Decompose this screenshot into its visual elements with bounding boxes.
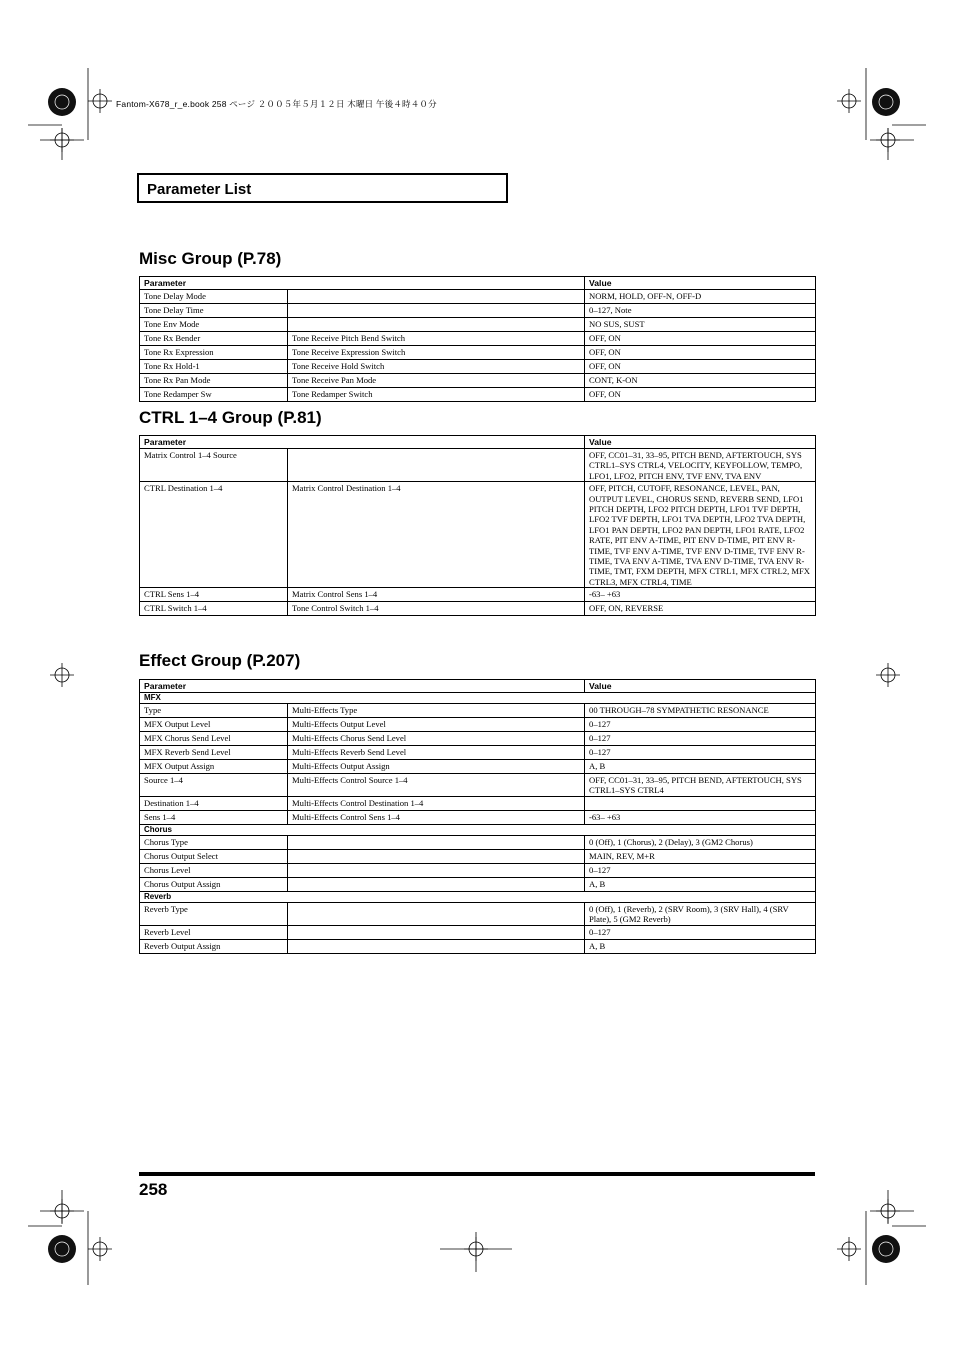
value-cell: OFF, ON, REVERSE [585,602,816,616]
description-cell: Tone Receive Pan Mode [288,374,585,388]
param-cell: Tone Env Mode [140,318,288,332]
value-cell: NO SUS, SUST [585,318,816,332]
param-cell: Chorus Output Assign [140,877,288,891]
description-cell: Multi-Effects Chorus Send Level [288,732,585,746]
param-cell: Matrix Control 1–4 Source [140,449,288,482]
table-row [140,704,816,718]
value-cell: -63– +63 [585,588,816,602]
table-row [140,746,816,760]
misc-group-heading: Misc Group (P.78) [139,249,282,268]
value-cell: NORM, HOLD, OFF-N, OFF-D [585,290,816,304]
param-cell: Reverb Type [140,902,288,925]
value-cell: A, B [585,760,816,774]
table-row [140,810,816,824]
table-row [140,360,816,374]
value-cell: OFF, ON [585,360,816,374]
table-row [140,588,816,602]
description-cell [288,863,585,877]
value-cell: OFF, CC01–31, 33–95, PITCH BEND, AFTERTOUCH, SYS CTRL1–SYS CTRL4 [585,774,816,797]
param-cell: Chorus Output Select [140,849,288,863]
table-row [140,925,816,939]
value-cell: OFF, CC01–31, 33–95, PITCH BEND, AFTERTOUCH, SYS CTRL1–SYS CTRL4, VELOCITY, KEYFOLLOW, TEMPO, LFO1, LFO2, PITCH ENV, TVF ENV, TVA ENV [585,449,816,482]
description-cell: Matrix Control Destination 1–4 [288,482,585,588]
table-row [140,374,816,388]
table-row [140,718,816,732]
description-cell: Tone Receive Expression Switch [288,346,585,360]
param-cell: Tone Delay Time [140,304,288,318]
description-cell [288,304,585,318]
table-row [140,602,816,616]
value-cell: 0–127 [585,718,816,732]
col-header-parameter: Parameter [140,436,585,449]
col-header-value: Value [585,680,816,693]
description-cell [288,849,585,863]
table-row [140,902,816,925]
table-row [140,388,816,402]
table-row [140,939,816,953]
table-row [140,877,816,891]
param-cell: Tone Rx Pan Mode [140,374,288,388]
table-row [140,863,816,877]
param-cell: Tone Redamper Sw [140,388,288,402]
description-cell: Tone Control Switch 1–4 [288,602,585,616]
effect-group-table [139,679,816,954]
description-cell: Multi-Effects Reverb Send Level [288,746,585,760]
param-cell: Tone Rx Hold-1 [140,360,288,374]
param-cell: Tone Rx Bender [140,332,288,346]
param-cell: CTRL Sens 1–4 [140,588,288,602]
description-cell: Multi-Effects Control Source 1–4 [288,774,585,797]
description-cell: Multi-Effects Output Assign [288,760,585,774]
misc-group-table [139,276,816,402]
description-cell: Matrix Control Sens 1–4 [288,588,585,602]
table-row [140,774,816,797]
table-row [140,849,816,863]
param-cell: Tone Delay Mode [140,290,288,304]
description-cell: Multi-Effects Control Sens 1–4 [288,810,585,824]
table-row [140,835,816,849]
value-cell: OFF, ON [585,332,816,346]
value-cell: -63– +63 [585,810,816,824]
description-cell [288,902,585,925]
param-cell: Chorus Type [140,835,288,849]
group-row [140,693,816,704]
value-cell: CONT, K-ON [585,374,816,388]
section-title-box [137,173,508,203]
description-cell [288,449,585,482]
effect-group-heading: Effect Group (P.207) [139,651,301,670]
param-cell: Source 1–4 [140,774,288,797]
value-cell: A, B [585,877,816,891]
ctrl-group-heading: CTRL 1–4 Group (P.81) [139,408,322,427]
table-row [140,346,816,360]
param-cell: Type [140,704,288,718]
value-cell: 0–127 [585,863,816,877]
group-label: Reverb [140,891,816,902]
description-cell [288,939,585,953]
param-cell: MFX Output Assign [140,760,288,774]
description-cell [288,925,585,939]
param-cell: MFX Output Level [140,718,288,732]
value-cell: OFF, ON [585,346,816,360]
description-cell: Tone Receive Hold Switch [288,360,585,374]
value-cell: 0 (Off), 1 (Chorus), 2 (Delay), 3 (GM2 Chorus) [585,835,816,849]
description-cell: Tone Receive Pitch Bend Switch [288,332,585,346]
description-cell: Tone Redamper Switch [288,388,585,402]
table-row [140,449,816,482]
description-cell: Multi-Effects Output Level [288,718,585,732]
value-cell: 0–127 [585,732,816,746]
description-cell [288,877,585,891]
param-cell: Chorus Level [140,863,288,877]
group-row [140,891,816,902]
group-row [140,824,816,835]
table-row [140,760,816,774]
value-cell: 00 THROUGH–78 SYMPATHETIC RESONANCE [585,704,816,718]
param-cell: Tone Rx Expression [140,346,288,360]
table-row [140,482,816,588]
param-cell: Sens 1–4 [140,810,288,824]
col-header-parameter: Parameter [140,680,585,693]
table-row [140,304,816,318]
param-cell: MFX Reverb Send Level [140,746,288,760]
page-number: 258 [139,1180,168,1199]
ctrl-group-table [139,435,816,616]
param-cell: Reverb Output Assign [140,939,288,953]
footer-rule [139,1172,815,1176]
description-cell: Multi-Effects Type [288,704,585,718]
value-cell: 0–127 [585,925,816,939]
value-cell: OFF, ON [585,388,816,402]
col-header-value: Value [585,436,816,449]
table-row [140,318,816,332]
value-cell: OFF, PITCH, CUTOFF, RESONANCE, LEVEL, PAN, OUTPUT LEVEL, CHORUS SEND, REVERB SEND, LFO1 PITCH DEPTH, LFO2 PITCH DEPTH, LFO1 TVF DEPTH, LFO2 TVF DEPTH, LFO1 TVA DEPTH, LFO2 TVA DEPTH, LFO1 PAN DEPTH, LFO2 PAN DEPTH, LFO1 RATE, LFO2 RATE, PIT ENV A-TIME, PIT ENV D-TIME, PIT ENV R-TIME, TVF ENV A-TIME, TVF ENV D-TIME, TVF ENV R-TIME, TVA ENV A-TIME, TVA ENV D-TIME, TVA ENV R-TIME, TMT, FXM DEPTH, MFX CTRL1, MFX CTRL2, MFX CTRL3, MFX CTRL4, TIME [585,482,816,588]
col-header-parameter: Parameter [140,277,585,290]
description-cell: Multi-Effects Control Destination 1–4 [288,796,585,810]
description-cell [288,318,585,332]
section-title: Parameter List [147,181,252,198]
value-cell: 0–127, Note [585,304,816,318]
param-cell: Reverb Level [140,925,288,939]
table-row [140,796,816,810]
value-cell [585,796,816,810]
param-cell: Destination 1–4 [140,796,288,810]
param-cell: CTRL Switch 1–4 [140,602,288,616]
col-header-value: Value [585,277,816,290]
value-cell: 0–127 [585,746,816,760]
description-cell [288,835,585,849]
value-cell: A, B [585,939,816,953]
print-header-info: Fantom-X678_r_e.book 258 ページ ２００５年５月１２日 木曜日 午後４時４０分 [116,99,437,109]
value-cell: MAIN, REV, M+R [585,849,816,863]
value-cell: 0 (Off), 1 (Reverb), 2 (SRV Room), 3 (SRV Hall), 4 (SRV Plate), 5 (GM2 Reverb) [585,902,816,925]
table-row [140,332,816,346]
table-row [140,732,816,746]
param-cell: MFX Chorus Send Level [140,732,288,746]
group-label: MFX [140,693,816,704]
description-cell [288,290,585,304]
table-row [140,290,816,304]
param-cell: CTRL Destination 1–4 [140,482,288,588]
group-label: Chorus [140,824,816,835]
